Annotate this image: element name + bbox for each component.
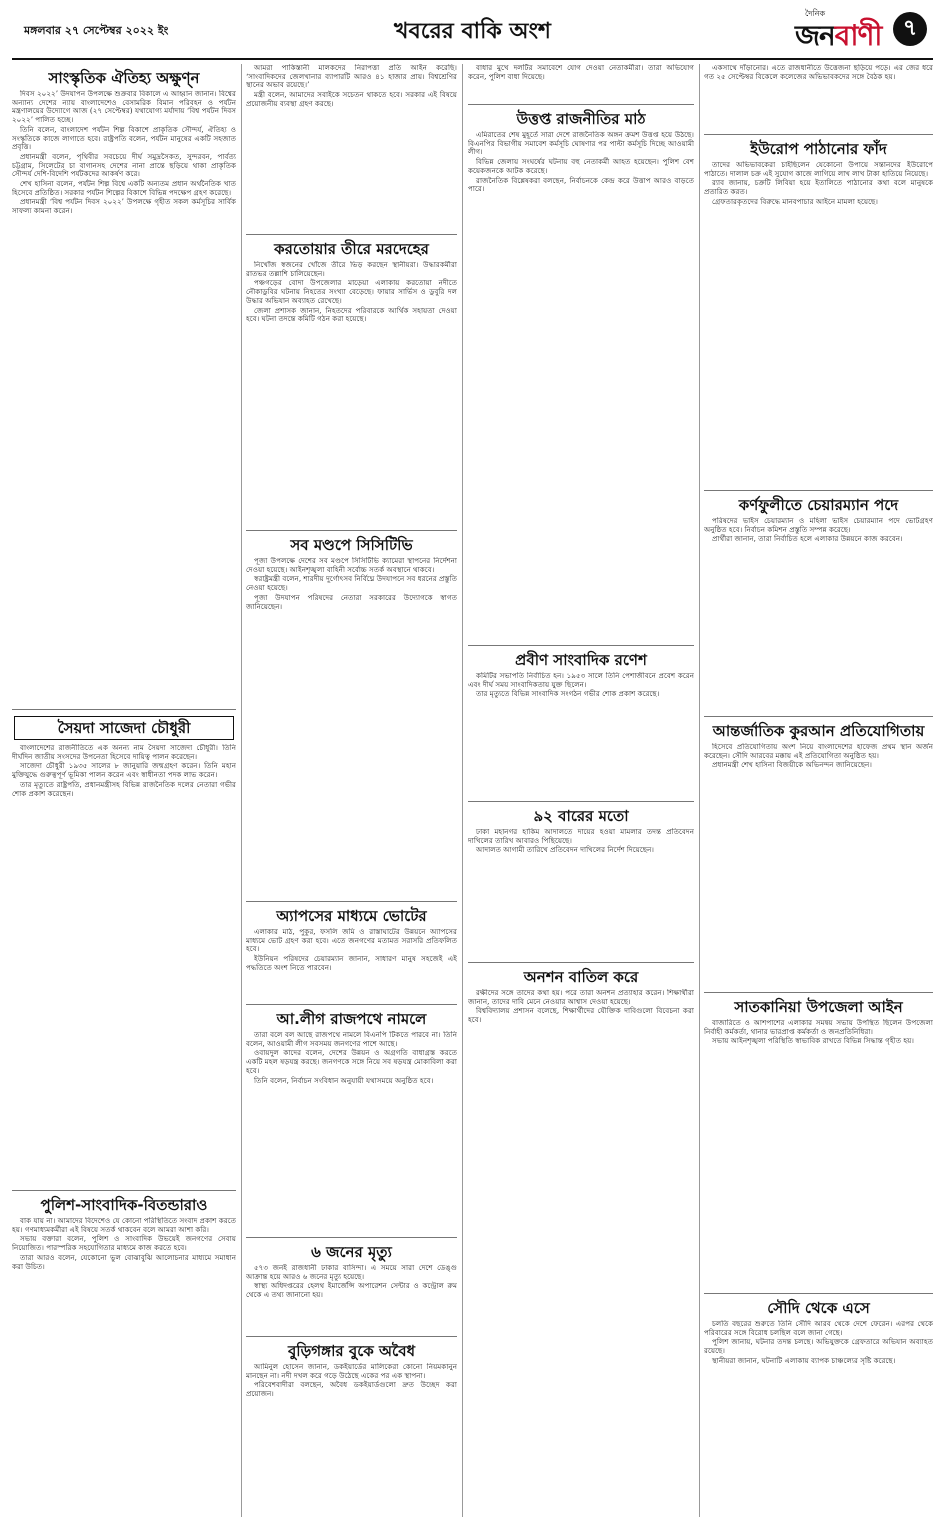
article-body: [246, 64, 457, 234]
headline: সাংস্কৃতিক ঐতিহ্য অক্ষুণ্ন: [48, 69, 200, 87]
article-europe: [704, 134, 933, 490]
logo-part-1: জন: [795, 19, 835, 52]
logo-wordmark: [795, 14, 881, 61]
article-quran: [704, 716, 933, 992]
paragraph: আমরা পাকিস্তানী মালকদের নিরাপত্তা প্রতি আইন করেছি। ‘সাংবাদিকদের জেলখানার ব্যাপারটি আরও ৪১ হাজার প্রায়। বিশ্বশ্রেণির স্থানের অভাব রয়েছে।’: [246, 64, 457, 90]
paragraph: সাজেদা চৌধুরী ১৯৩৫ সালের ৮ জানুয়ারি জন্মগ্রহণ করেন। তিনি মহান মুক্তিযুদ্ধে গুরুত্বপূর্ণ ভূমিকা পালন করেন এবং স্বাধীনতা পদক লাভ করেন।: [12, 761, 236, 780]
paragraph: পূজা উদযাপন পরিষদের নেতারা সরকারের উদ্যোগকে স্বাগত জানিয়েছেন।: [246, 592, 457, 611]
article-body: [468, 989, 694, 1517]
paragraph: সভায় বক্তারা বলেন, পুলিশ ও সাংবাদিক উভয়েই জনগণের সেবায় নিয়োজিত। পারস্পরিক সহযোগিতার মাধ্যমে কাজ করতে হবে।: [12, 1234, 236, 1253]
article-satkania: [704, 992, 933, 1293]
paragraph: শেখ হাসিনা বলেন, পর্যটন শিল্প বিশ্বে একটি অন্যতম প্রধান অর্থনৈতিক খাত হিসেবে প্রতিষ্ঠিত। সরকার পর্যটন শিল্পের বিকাশে বিভিন্ন পদক্ষেপ গ্রহণ করেছে।: [12, 179, 236, 197]
paragraph: তার মৃত্যুতে রাষ্ট্রপতি, প্রধানমন্ত্রীসহ বিভিন্ন রাজনৈতিক দলের নেতারা গভীর শোক প্রকাশ করেছেন।: [12, 779, 236, 798]
paragraph: বাক যায় না। আমাদের বিদেশেও যে কোনো পরিস্থিতিতে সংবাদ প্রকাশ করতে হয়। গণমাধ্যমকর্মীরা এই বিষয়ে সতর্ক থাকবেন বলে আমরা আশা করি।: [12, 1217, 236, 1234]
article-body: [704, 743, 933, 992]
headline: পুলিশ-সাংবাদিক-বিতন্ডারাও: [40, 1196, 208, 1214]
headline: সাতকানিয়া উপজেলা আইন: [734, 998, 903, 1016]
article-body: [468, 828, 694, 962]
paragraph: প্রধানমন্ত্রী বলেন, পৃথিবীর সবচেয়ে দীর্ঘ সমুদ্রসৈকত, সুন্দরবন, পার্বত্য চট্টগ্রাম, সিলেটের চা বাগানসহ দেশের নানা প্রান্তে ছড়িয়ে থাকা প্রাকৃতিক সৌন্দর্য দেশি-বিদেশি পর্যটকদের আকর্ষণ করে।: [12, 151, 236, 179]
article-body: [704, 161, 933, 490]
paragraph: পুলিশ জানায়, ঘটনার তদন্ত চলছে। অভিযুক্তকে গ্রেফতারে অভিযান অব্যাহত রয়েছে।: [704, 1337, 933, 1356]
paragraph: ঢাকা মহানগর হাকিম আদালতে দায়ের হওয়া মামলার তদন্ত প্রতিবেদন দাখিলের তারিখ আবারও পিছিয়েছে।: [468, 828, 694, 845]
masthead-rule: [12, 58, 933, 60]
paragraph: স্থানীয়রা জানান, ঘটনাটি এলাকায় ব্যাপক চাঞ্চল্যের সৃষ্টি করেছে।: [712, 1355, 896, 1365]
paragraph: বাধার মুখে দলটির সমাবেশে যোগ দেওয়া নেতাকর্মীরা। তারা অভিযোগ করেন, পুলিশ বাধা দিয়েছে।: [468, 64, 694, 81]
paragraph: আদালত আগামী তারিখে প্রতিবেদন দাখিলের নির্দেশ দিয়েছেন।: [476, 845, 654, 855]
paragraph: কমিটির সভাপতি নির্বাচিত হন। ১৯৫৩ সালে তিনি পেশাজীবনে প্রবেশ করেন এবং দীর্ঘ সময় সাংবাদিকতায় যুক্ত ছিলেন।: [468, 672, 694, 689]
article-saudi: [704, 1293, 933, 1517]
dateline: মঙ্গলবার ২৭ সেপ্টেম্বর ২০২২ ইং: [24, 24, 169, 37]
paragraph: তাদের অভিভাবকেরা চাইছিলেন যেকোনো উপায়ে সন্তানদের ইউরোপে পাঠাতে। দালাল চক্র এই সুযোগ কাজে লাগিয়ে লাখ লাখ টাকা হাতিয়ে নিয়েছে।: [704, 161, 933, 178]
headline: আন্তর্জাতিক কুরআন প্রতিযোগিতায়: [712, 722, 925, 740]
article-saida: [12, 709, 236, 1190]
newspaper-logo: [795, 8, 927, 52]
article-anshan: [468, 962, 694, 1517]
article-continuation: [704, 64, 933, 134]
article-body: [12, 90, 236, 709]
headline: সব মণ্ডপে সিসিটিভি: [290, 536, 413, 554]
paragraph: সভায় আইনশৃঙ্খলা পরিস্থিতি স্বাভাবিক রাখতে বিভিন্ন সিদ্ধান্ত গৃহীত হয়।: [712, 1036, 914, 1046]
paragraph: নিখোঁজ স্বজনের খোঁজে তীরে ভিড় করছেন স্থানীয়রা। উদ্ধারকর্মীরা রাতভর তল্লাশি চালিয়েছেন।: [246, 261, 457, 278]
paragraph: তারা বলে বল আছে রাজপথে নামলে বিএনপি টিকতে পারবে না। তিনি বলেন, আওয়ামী লীগ সবসময় জনগণের পাশে আছে।: [246, 1031, 457, 1048]
paragraph: বিভিন্ন জেলায় সংঘর্ষের ঘটনায় বহু নেতাকর্মী আহত হয়েছেন। পুলিশ বেশ কয়েকজনকে আটক করেছে।: [468, 157, 694, 175]
paragraph: স্বাস্থ্য অধিদপ্তরের হেলথ ইমার্জেন্সি অপারেশন সেন্টার ও কন্ট্রোল রুম থেকে এ তথ্য জানানো হয়।: [246, 1281, 457, 1300]
paragraph: বাজারিতে ও আশপাশের এলাকার সমন্বয় সভায় উপস্থিত ছিলেন উপজেলা নির্বাহী কর্মকর্তা, থানার ভারপ্রাপ্ত কর্মকর্তা ও জনপ্রতিনিধিরা।: [704, 1019, 933, 1036]
paragraph: র‍্যাব জানায়, চক্রটি লিবিয়া হয়ে ইতালিতে পাঠানোর কথা বলে মানুষকে প্রতারিত করত।: [704, 178, 933, 197]
headline: সৈয়দা সাজেদা চৌধুরী: [14, 716, 234, 740]
article-sanskritik: [12, 64, 236, 709]
article-body: [246, 1031, 457, 1237]
article-body: [468, 672, 694, 801]
article-body: [246, 1363, 457, 1517]
column-4: [704, 64, 933, 1517]
headline: ৬ জনের মৃত্যু: [311, 1243, 392, 1261]
headline: উত্তপ্ত রাজনীতির মাঠ: [516, 110, 646, 128]
paragraph: এলাকার মাঠ, পুকুর, ফসলি জমি ও রাস্তাঘাটের উন্নয়নে অ্যাপসের মাধ্যমে ভোট গ্রহণ করা হবে। এতে জনগণের মতামত সরাসরি প্রতিফলিত হবে।: [246, 928, 457, 954]
headline: ৯২ বারের মতো: [533, 807, 629, 825]
headline: কর্ণফুলীতে চেয়ারম্যান পদে: [738, 496, 899, 514]
article-cctv: [246, 530, 457, 901]
paragraph: পরিবেশবাদীরা বলছেন, অবৈধ ডকইয়ার্ডগুলো দ্রুত উচ্ছেদ করা প্রয়োজন।: [246, 1380, 457, 1399]
paragraph: ওবায়দুল কাদের বলেন, দেশের উন্নয়ন ও অগ্রগতি বাধাগ্রস্ত করতে একটি মহল ষড়যন্ত্র করছে। জনগণকে সঙ্গে নিয়ে সব ষড়যন্ত্র মোকাবিলা করা হবে।: [246, 1048, 457, 1075]
headline: প্রবীণ সাংবাদিক রণেশ: [515, 651, 647, 669]
paragraph: প্রধানমন্ত্রী শেখ হাসিনা বিজয়ীকে অভিনন্দন জানিয়েছেন।: [712, 760, 872, 770]
article-apps: [246, 901, 457, 1004]
paragraph: তার মৃত্যুতে বিভিন্ন সাংবাদিক সংগঠন গভীর শোক প্রকাশ করেছে।: [476, 689, 660, 699]
paragraph: মন্ত্রী বলেন, আমাদের সবাইকে সচেতন থাকতে হবে। সরকার এই বিষয়ে প্রয়োজনীয় ব্যবস্থা গ্রহণ করছে।: [246, 90, 457, 108]
paragraph: চলতি বছরের শুরুতে তিনি সৌদি আরব থেকে দেশে ফেরেন। এরপর থেকে পরিবারের সঙ্গে বিরোধ চলছিল বলে জানা গেছে।: [704, 1320, 933, 1337]
article-police: [12, 1190, 236, 1511]
headline: আ.লীগ রাজপথে নামলে: [276, 1010, 427, 1028]
masthead: [0, 0, 945, 60]
article-continuation: [468, 64, 694, 104]
article-karatoya: [246, 234, 457, 530]
headline: করতোয়ার তীরে মরদেহের: [274, 240, 429, 258]
paragraph: প্রধানমন্ত্রী ‘বিশ্ব পর্যটন দিবস ২০২২’ উপলক্ষে গৃহীত সকল কর্মসূচির সার্বিক সাফল্য কামনা করেন।: [12, 197, 236, 216]
article-six-death: [246, 1237, 457, 1336]
paragraph: বিশ্ববিদ্যালয় প্রশাসন বলেছে, শিক্ষার্থীদের যৌক্তিক দাবিগুলো বিবেচনা করা হবে।: [468, 1006, 694, 1025]
article-karnaphuli: [704, 490, 933, 716]
paragraph: হিসেবে প্রতিযোগিতায় অংশ নিয়ে বাংলাদেশের হাফেজ প্রথম স্থান অর্জন করেছেন। সৌদি আরবের মক্কায় এই প্রতিযোগিতা অনুষ্ঠিত হয়।: [704, 743, 933, 760]
logo-part-2: বাণী: [834, 19, 882, 52]
paragraph: তিনি বলেন, বাংলাদেশ পর্যটন শিল্প বিকাশে প্রাকৃতিক সৌন্দর্য, ঐতিহ্য ও সংস্কৃতিকে কাজে লাগাতে হবে। রাষ্ট্রপতি বলেন, পর্যটন মানুষের একটি সহজাত প্রবৃত্তি।: [12, 124, 236, 152]
paragraph: ৫৭৩ জনই রাজধানী ঢাকার বাসিন্দা। এ সময়ে সারা দেশে ডেঙ্গু আক্রান্ত হয়ে আরও ৬ জনের মৃত্যু হয়েছে।: [246, 1264, 457, 1281]
paragraph: তিনি বলেন, নির্বাচন সংবিধান অনুযায়ী যথাসময়ে অনুষ্ঠিত হবে।: [254, 1075, 434, 1085]
paragraph: স্বরাষ্ট্রমন্ত্রী বলেন, শারদীয় দুর্গোৎসব নির্বিঘ্নে উদযাপনে সব ধরনের প্রস্তুতি নেওয়া হয়েছে।: [246, 574, 457, 593]
logo-prefix: দৈনিক: [805, 9, 826, 18]
paragraph: পরিষদের ভাইস চেয়ারম্যান ও মহিলা ভাইস চেয়ারম্যান পদে ভোটগ্রহণ অনুষ্ঠিত হবে। নির্বাচন কমিশন প্রস্তুতি সম্পন্ন করেছে।: [704, 517, 933, 534]
article-body: [704, 1019, 933, 1293]
column-divider: [462, 64, 463, 1517]
article-ninety-two: [468, 801, 694, 962]
article-body: [246, 557, 457, 901]
page-number: ৭: [893, 12, 927, 46]
article-body: [12, 744, 236, 1190]
headline: বুড়িগঙ্গার বুকে অবৈধ: [287, 1342, 416, 1360]
article-body: [468, 131, 694, 645]
article-uttapto: [468, 104, 694, 645]
headline: অনশন বাতিল করে: [523, 968, 639, 986]
paragraph: গ্রেফতারকৃতদের বিরুদ্ধে মানবপাচার আইনে মামলা হয়েছে।: [712, 196, 878, 206]
paragraph: একসাথে দাঁড়ানোর। এতে রাজধানীতে উত্তেজনা ছড়িয়ে পড়ে। এর জের ধরে গত ২৫ সেপ্টেম্বর বিকেলে কলেজের অভিভাবকদের সঙ্গে বৈঠক হয়।: [704, 64, 933, 81]
article-continuation: [246, 64, 457, 234]
paragraph: দিবস ২০২২’ উদযাপন উপলক্ষে শুক্রবার বিকালে এ আহ্বান জানান। বিশ্বের অন্যান্য দেশের ন্যায় বাংলাদেশেও বেসামরিক বিমান পরিবহন ও পর্যটন মন্ত্রণালয়ের উদ্যোগে আজ (২৭ সেপ্টেম্বর) যথাযোগ্য মর্যাদায় ‘বিশ্ব পর্যটন দিবস ২০২২’ পালিত হচ্ছে।: [12, 90, 236, 125]
column-divider: [241, 64, 242, 1517]
article-aleague: [246, 1004, 457, 1237]
column-divider: [699, 64, 700, 1517]
paragraph: জেলা প্রশাসক জানান, নিহতদের পরিবারকে আর্থিক সহায়তা দেওয়া হবে। ঘটনা তদন্তে কমিটি গঠন করা হয়েছে।: [246, 305, 457, 324]
column-1: [12, 64, 236, 1517]
paragraph: আমিনুল হোসেন জানান, ডকইয়ার্ডের মালিকেরা কোনো নিয়মকানুন মানছেন না। নদী দখল করে গড়ে উঠেছে একের পর এক স্থাপনা।: [246, 1363, 457, 1380]
paragraph: প্রার্থীরা জানান, তারা নির্বাচিত হলে এলাকার উন্নয়নে কাজ করবেন।: [712, 534, 903, 544]
article-body: [246, 1264, 457, 1336]
article-buriganga: [246, 1336, 457, 1517]
paragraph: রক্ষীদের সঙ্গে তাদের কথা হয়। পরে তারা অনশন প্রত্যাহার করেন। শিক্ষার্থীরা জানান, তাদের দাবি মেনে নেওয়ার আশ্বাস দেওয়া হয়েছে।: [468, 989, 694, 1006]
paragraph: এমিরাতের শেষ মুহূর্তে সারা দেশে রাজনৈতিক অঙ্গন ক্রমশ উত্তপ্ত হয়ে উঠছে। বিএনপির বিভাগীয় সমাবেশ কর্মসূচি ঘোষণার পর পাল্টা কর্মসূচি দিচ্ছে আওয়ামী লীগ।: [468, 131, 694, 157]
paragraph: তারা আরও বলেন, যেকোনো ভুল বোঝাবুঝি আলোচনার মাধ্যমে সমাধান করা উচিত।: [12, 1252, 236, 1271]
paragraph: বাংলাদেশের রাজনীতিতে এক অনন্য নাম সৈয়দা সাজেদা চৌধুরী। তিনি দীর্ঘদিন জাতীয় সংসদের উপনেতা হিসেবে দায়িত্ব পালন করেছেন।: [12, 744, 236, 761]
article-body: [704, 64, 933, 134]
headline: ইউরোপ পাঠানোর ফাঁদ: [750, 140, 887, 158]
article-body: [246, 928, 457, 1004]
article-body: [468, 64, 694, 104]
headline: অ্যাপসের মাধ্যমে ভোটের: [276, 907, 427, 925]
paragraph: পঞ্চগড়ের বোদা উপজেলার মাড়েয়া এলাকায় করতোয়া নদীতে নৌকাডুবির ঘটনায় নিহতের সংখ্যা বেড়েছে। ফায়ার সার্ভিস ও ডুবুরি দল উদ্ধার অভিযান অব্যাহত রেখেছে।: [246, 278, 457, 305]
article-body: [704, 1320, 933, 1517]
column-3: [468, 64, 694, 1517]
paragraph: রাজনৈতিক বিশ্লেষকরা বলছেন, নির্বাচনকে কেন্দ্র করে উত্তাপ আরও বাড়তে পারে।: [468, 175, 694, 194]
article-body: [246, 261, 457, 530]
article-body: [704, 517, 933, 716]
paragraph: পূজা উপলক্ষে দেশের সব মণ্ডপে সিসিটিভি ক্যামেরা স্থাপনের নির্দেশনা দেওয়া হয়েছে। আইনশৃঙ্খলা বাহিনী সর্বোচ্চ সতর্ক অবস্থানে থাকবে।: [246, 557, 457, 574]
article-body: [12, 1217, 236, 1511]
column-2: [246, 64, 457, 1517]
paragraph: ইউনিয়ন পরিষদের চেয়ারম্যান জানান, সাধারণ মানুষ সহজেই এই পদ্ধতিতে অংশ নিতে পারবেন।: [246, 954, 457, 972]
headline: সৌদি থেকে এসে: [767, 1299, 870, 1317]
section-title: খবরের বাকি অংশ: [394, 19, 551, 44]
article-probin: [468, 645, 694, 801]
